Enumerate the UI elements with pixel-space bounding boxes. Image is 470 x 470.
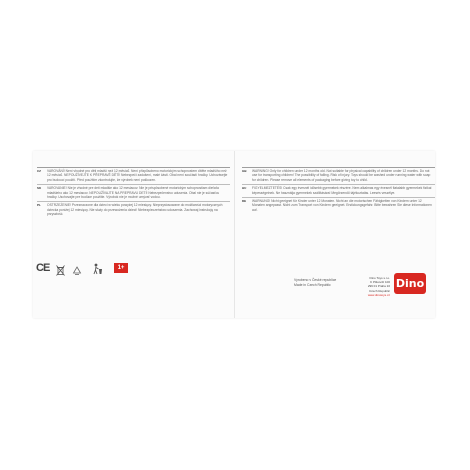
warning-text: VAROVÁNÍ! Není vhodné pro děti mladší než 12 měsíců. Není přizpůsobeno motorickým schopnostem dítěte mladšího než 12 měsíců. NEPOUŽÍVEJTE K PŘEPRAVĚ DĚTÍ! Nebezpečí zadušení, malé části. Obal není součástí hračky. Uchovávejte pro budoucí použití. Před použitím zkontrolujte, že výrobek není poškozen.	[47, 169, 228, 182]
company-city: 299 01 Praha 10	[367, 284, 390, 289]
crossed-bin-icon	[56, 263, 65, 281]
age-warning-badge: 1+	[114, 263, 128, 273]
warning-block-cz	[37, 167, 230, 184]
warning-block-de	[242, 197, 435, 214]
warning-block-hu	[242, 184, 435, 197]
warning-block-pl	[37, 201, 230, 218]
language-code: SK	[37, 186, 42, 191]
company-address	[342, 276, 390, 297]
warning-text: OSTRZEŻENIE! Przeznaczone dla dzieci w wieku powyżej 12 miesięcy. Nieprzystosowane do możliwości motorycznych dziecka poniżej 12 miesięcy. Nie służy do przewożenia dzieci! Niebezpieczeństwo uduszenia. Zachowaj instrukcję na przyszłość.	[47, 203, 223, 217]
language-code: HU	[242, 186, 247, 191]
warnings-left-column	[37, 167, 230, 219]
made-in-en-text: Made in Czech Republic	[294, 283, 331, 287]
company-street: K Pitkovičí 100	[370, 280, 390, 285]
dino-logo: Dino	[394, 273, 426, 294]
company-name: Dino Toys s.r.o.	[369, 276, 390, 280]
company-website: www.dinotoys.cz	[367, 292, 390, 297]
sheet-fold-line	[234, 151, 235, 318]
warning-block-sk	[37, 184, 230, 201]
warnings-right-column	[242, 167, 435, 214]
language-code: PL	[37, 203, 41, 208]
warning-text: WARNUNG! Nicht geeignet für Kinder unter 12 Monaten. Nicht an die motorischen Fähigkeiten von Kindern unter 12 Monaten angepasst. Nicht zum Transport von Kindern geeignet. Erstickungsgefahr. Bitte bewahren Sie diese Informationen auf.	[252, 199, 432, 212]
tidyman-disposal-icon	[92, 262, 103, 280]
warning-text: WARNING! Only for children under 12 months old. Not suitable for physical capability of children under 12 months. Do not use for transporting children! The possibility of falling. Risk of injury. Toys should be washed under running water with soap for children. Please remove all elements of packaging before giving toy to child.	[252, 169, 431, 182]
ce-mark-icon: CE	[36, 262, 50, 274]
warning-text: FIGYELMEZTETÉS! Csak egy évesnél idősebb gyermekek részére. Nem alkalmas egy évesnél fiatalabb gyermekek fizikai képességeinek. Ne használja gyermekek szállítására! Megőrzendő tájékoztatás. Leesés veszélye.	[252, 186, 432, 195]
language-code: GB	[242, 169, 247, 173]
language-code: CZ	[37, 169, 41, 173]
warning-block-gb	[242, 167, 435, 184]
warning-text: VAROVANIE! Nie je vhodné pre deti mladšie ako 12 mesiacov. Nie je prispôsobené motorickým schopnostiam dieťaťa mladšieho ako 12 mesiacov. NEPOUŽÍVAJTE NA PREPRAVU DETÍ! Nebezpečenstvo udusenia. Obal nie je súčasťou hračky. Uschovajte pre budúce použitie. Výrobok nie je možné umývať vodou.	[47, 186, 220, 200]
language-code: DE	[242, 199, 247, 204]
made-in-cz-text: Vyrobeno v České republice	[294, 278, 337, 282]
company-country: Czech Republic	[368, 288, 390, 293]
safety-symbols	[36, 262, 146, 276]
recycling-icon	[72, 263, 82, 281]
